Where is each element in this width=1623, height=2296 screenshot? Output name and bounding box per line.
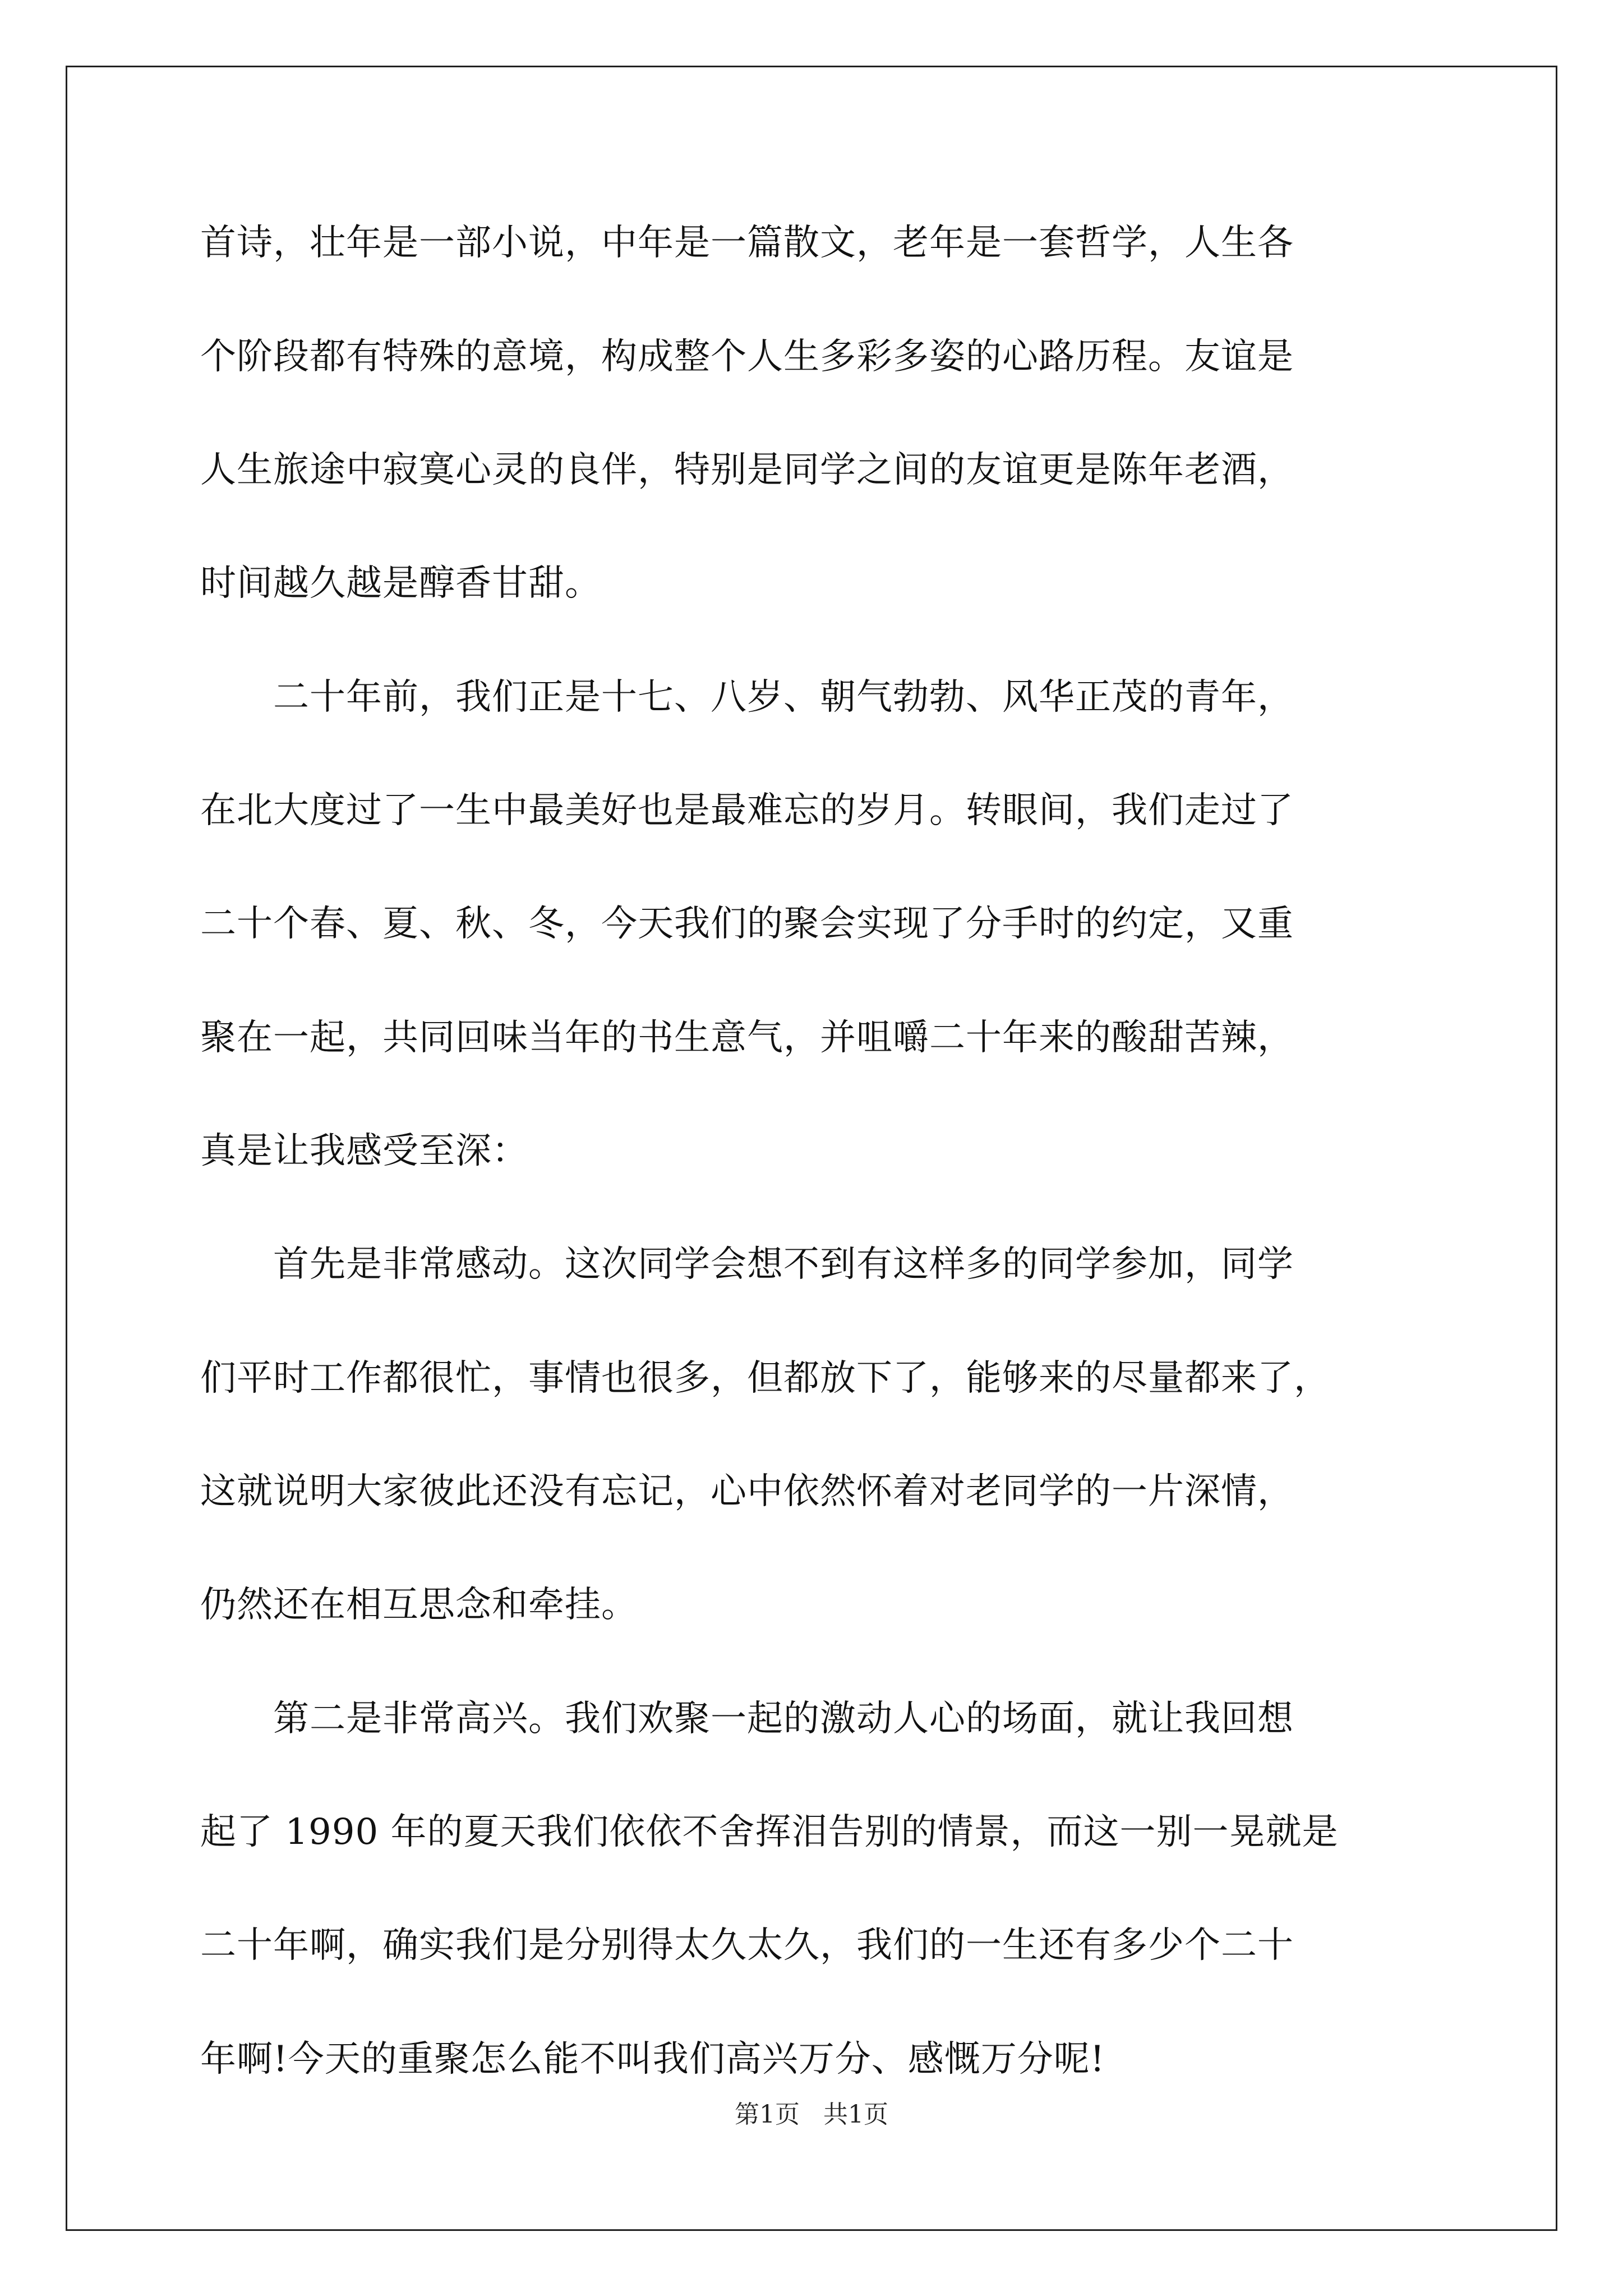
text-line: 首诗，壮年是一部小说，中年是一篇散文，老年是一套哲学，人生各	[200, 222, 1294, 264]
paragraph-first-line: 第二是非常高兴。我们欢聚一起的激动人心的场面，就让我回想	[273, 1698, 1294, 1740]
paragraph-first-line: 二十年前，我们正是十七、八岁、朝气勃勃、风华正茂的青年，	[273, 677, 1294, 718]
text-line: 真是让我感受至深：	[200, 1130, 528, 1172]
text-line: 仍然还在相互思念和牵挂。	[200, 1584, 638, 1626]
text-line: 聚在一起，共同回味当年的书生意气，并咀嚼二十年来的酸甜苦辣，	[200, 1017, 1294, 1059]
text-line: 个阶段都有特殊的意境，构成整个人生多彩多姿的心路历程。友谊是	[200, 336, 1294, 378]
text-line: 人生旅途中寂寞心灵的良伴，特别是同学之间的友谊更是陈年老酒，	[200, 449, 1294, 491]
page-footer	[0, 2098, 1623, 2132]
page-number: 第1页	[735, 2100, 800, 2129]
text-line: 起了 1990 年的夏天我们依依不舍挥泪告别的情景，而这一别一晃就是	[200, 1811, 1339, 1853]
paragraph-first-line: 首先是非常感动。这次同学会想不到有这样多的同学参加，同学	[273, 1244, 1294, 1285]
page-total: 共1页	[823, 2100, 888, 2129]
text-line: 在北大度过了一生中最美好也是最难忘的岁月。转眼间，我们走过了	[200, 790, 1294, 831]
text-line: 二十年啊，确实我们是分别得太久太久，我们的一生还有多少个二十	[200, 1925, 1294, 1966]
text-line: 二十个春、夏、秋、冬，今天我们的聚会实现了分手时的约定，又重	[200, 903, 1294, 945]
text-line: 时间越久越是醇香甘甜。	[200, 563, 601, 604]
text-line: 年啊!今天的重聚怎么能不叫我们高兴万分、感慨万分呢!	[200, 2039, 1105, 2080]
text-line: 这就说明大家彼此还没有忘记，心中依然怀着对老同学的一片深情，	[200, 1471, 1294, 1512]
text-line: 们平时工作都很忙，事情也很多，但都放下了，能够来的尽量都来了，	[200, 1358, 1330, 1399]
